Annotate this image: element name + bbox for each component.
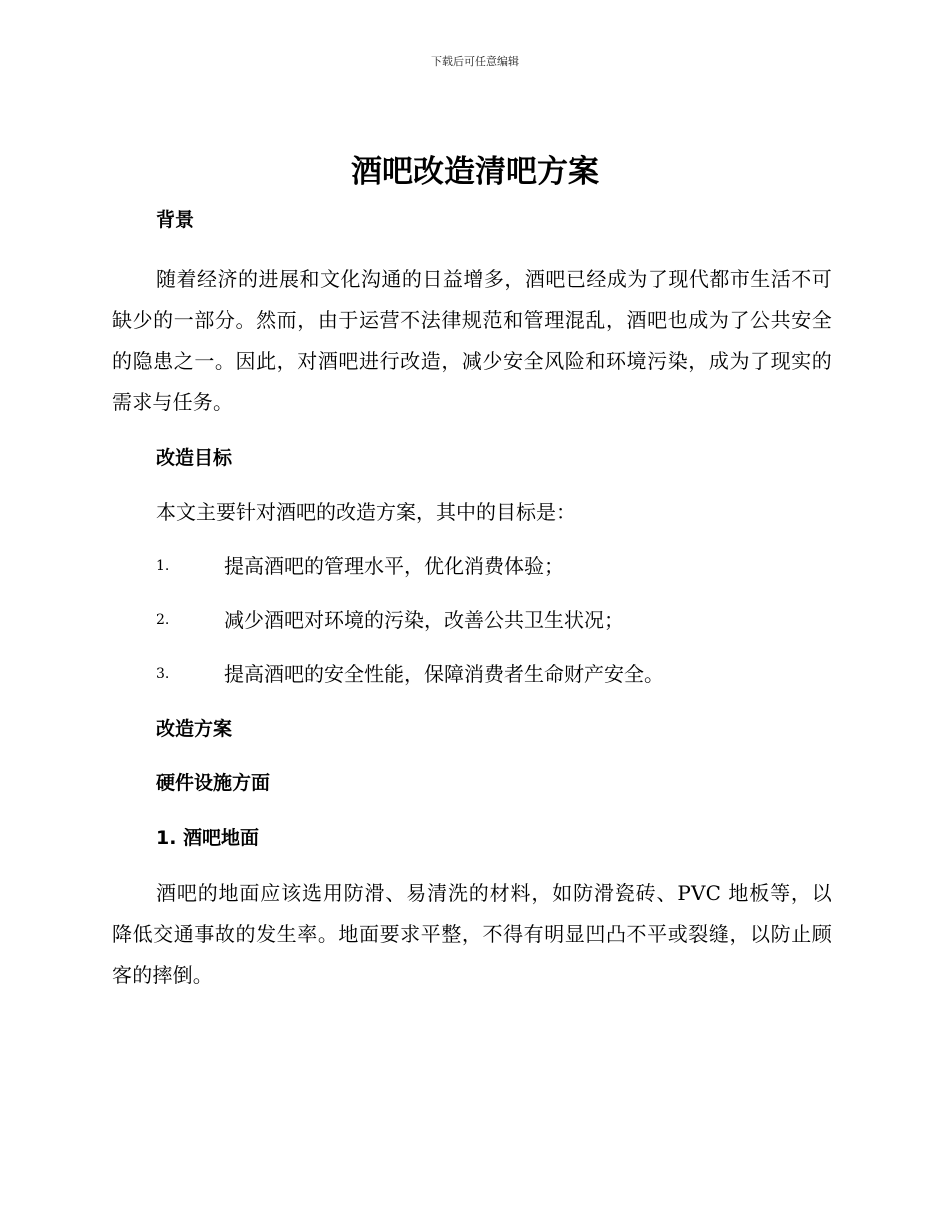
list-item-number: 2.	[156, 612, 170, 628]
background-paragraph: 随着经济的进展和文化沟通的日益增多，酒吧已经成为了现代都市生活不可缺少的一部分。然而，由于运营不法律规范和管理混乱，酒吧也成为了公共安全的隐患之一。因此，对酒吧进行改造，减少安全风险和环境污染，成为了现实的需求与任务。	[112, 267, 832, 414]
section-heading-goals: 改造目标	[156, 447, 233, 469]
section-heading-plan: 改造方案	[156, 718, 233, 740]
item-heading-floor: 1. 酒吧地面	[156, 827, 260, 849]
list-item	[112, 551, 832, 581]
list-item-text: 提高酒吧的安全性能，保障消费者生命财产安全。	[224, 662, 664, 686]
list-item-text: 提高酒吧的管理水平，优化消费体验；	[224, 554, 564, 578]
document-body	[112, 198, 832, 996]
goals-list	[112, 551, 832, 689]
section-heading-background: 背景	[156, 209, 195, 231]
list-item	[112, 605, 832, 635]
floor-paragraph: 酒吧的地面应该选用防滑、易清洗的材料，如防滑瓷砖、PVC 地板等，以降低交通事故的发生率。地面要求平整，不得有明显凹凸不平或裂缝，以防止顾客的摔倒。	[112, 881, 832, 987]
list-item-text: 减少酒吧对环境的污染，改善公共卫生状况；	[224, 608, 624, 632]
goals-intro: 本文主要针对酒吧的改造方案，其中的目标是：	[156, 500, 576, 524]
list-item-number: 3.	[156, 666, 170, 682]
page-header: 下载后可任意编辑	[431, 55, 519, 68]
list-item	[112, 659, 832, 689]
subsection-heading-hardware: 硬件设施方面	[156, 772, 271, 794]
document-title: 酒吧改造清吧方案	[351, 154, 599, 190]
list-item-number: 1.	[156, 558, 170, 574]
